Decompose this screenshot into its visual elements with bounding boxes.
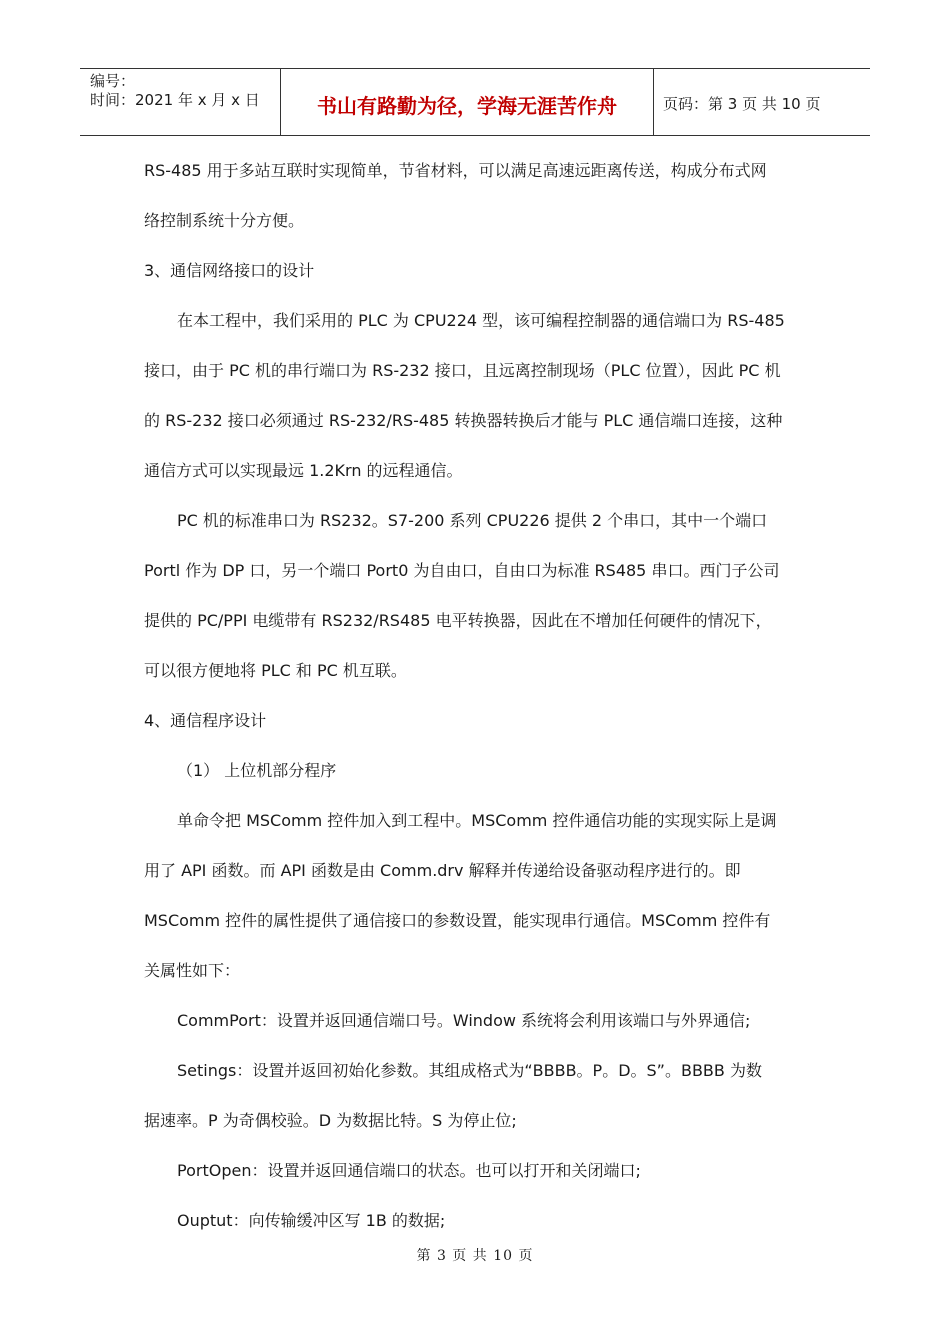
body-line: 关属性如下： (144, 961, 241, 980)
body-line: MSComm 控件的属性提供了通信接口的参数设置，能实现串行通信。MSComm 控件有 (144, 911, 771, 930)
body-line: 接口，由于 PC 机的串行端口为 RS-232 接口，且远离控制现场（PLC 位置），因此 PC 机 (144, 361, 781, 380)
header-table (80, 68, 870, 136)
property-line: Setings：设置并返回初始化参数。其组成格式为“BBBB。P。D。S”。BBBB 为数 (177, 1061, 762, 1080)
body-line: 通信方式可以实现最远 1.2Krn 的远程通信。 (144, 461, 463, 480)
body-line: RS-485 用于多站互联时实现简单，节省材料，可以满足高速远距离传送，构成分布式网 (144, 161, 767, 180)
body-line: 用了 API 函数。而 API 函数是由 Comm.drv 解释并传递给设备驱动程序进行的。即 (144, 861, 741, 880)
header-meta-cell (80, 69, 281, 135)
date-label: 时间：2021 年 x 月 x 日 (90, 91, 260, 109)
footer-page-number: 第 3 页 共 10 页 (416, 1248, 534, 1264)
property-line: PortOpen：设置并返回通信端口的状态。也可以打开和关闭端口; (177, 1161, 641, 1180)
document-body (144, 146, 808, 1246)
body-line: PC 机的标准串口为 RS232。S7-200 系列 CPU226 提供 2 个串口，其中一个端口 (177, 511, 768, 530)
body-line: 的 RS-232 接口必须通过 RS-232/RS-485 转换器转换后才能与 PLC 通信端口连接，这种 (144, 411, 783, 430)
body-line: 络控制系统十分方便。 (144, 211, 305, 230)
section-heading: 3、通信网络接口的设计 (144, 261, 315, 280)
body-line: 单命令把 MSComm 控件加入到工程中。MSComm 控件通信功能的实现实际上是调 (177, 811, 777, 830)
body-line: Portl 作为 DP 口，另一个端口 Port0 为自由口，自由口为标准 RS485 串口。西门子公司 (144, 561, 780, 580)
property-line: Ouptut：向传输缓冲区写 1B 的数据; (177, 1211, 446, 1230)
header-motto-cell (281, 69, 654, 135)
body-line: 可以很方便地将 PLC 和 PC 机互联。 (144, 661, 407, 680)
page-footer (0, 1245, 950, 1265)
body-line: 在本工程中，我们采用的 PLC 为 CPU224 型，该可编程控制器的通信端口为 RS-485 (177, 311, 785, 330)
header-page-cell (654, 69, 870, 135)
section-heading: 4、通信程序设计 (144, 711, 267, 730)
page-info: 页码：第 3 页 共 10 页 (663, 94, 821, 113)
property-line: CommPort：设置并返回通信端口号。Window 系统将会利用该端口与外界通信; (177, 1011, 751, 1030)
serial-label: 编号： (90, 72, 136, 90)
motto-text: 书山有路勤为径，学海无涯苦作舟 (317, 93, 617, 118)
body-line: 提供的 PC/PPI 电缆带有 RS232/RS485 电平转换器，因此在不增加任何硬件的情况下， (144, 611, 772, 630)
body-line: 据速率。P 为奇偶校验。D 为数据比特。S 为停止位; (144, 1111, 517, 1130)
subsection-heading: （1） 上位机部分程序 (177, 761, 337, 780)
